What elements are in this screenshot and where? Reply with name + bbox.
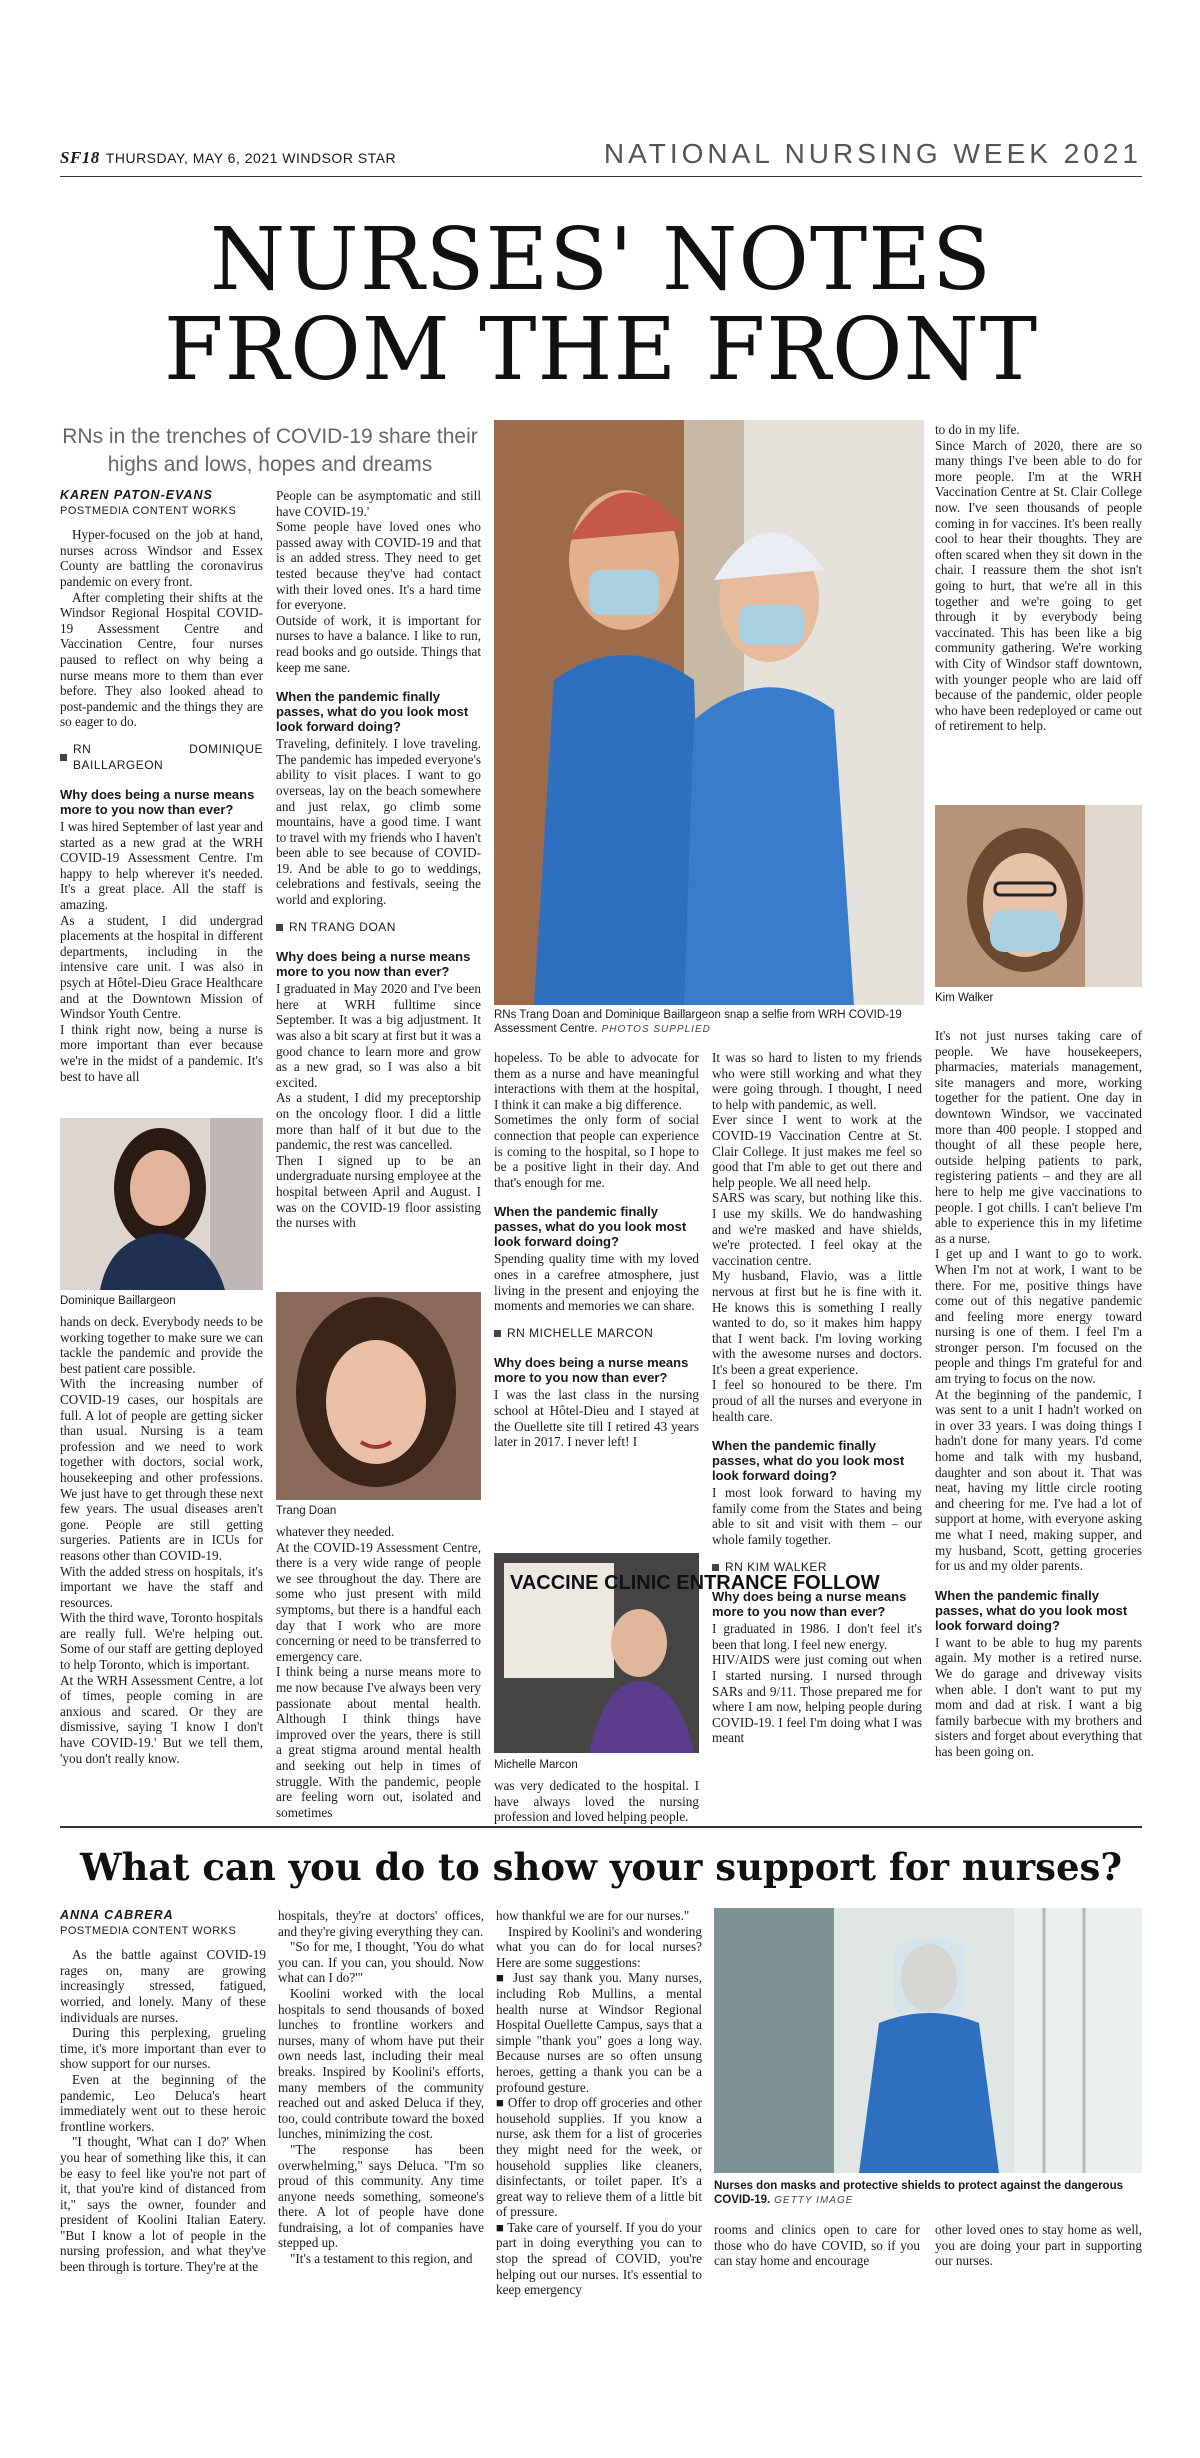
paragraph: I graduated in May 2020 and I've been here at WRH fulltime since September. It was a big adjustment. It was also a bit scary at first but it was a good chance to learn more and grow as a new grad, so I was also a bit excited. [276,981,481,1090]
caption-michelle: Michelle Marcon [494,1759,578,1771]
paragraph: People can be asymptomatic and still have COVID-19.' [276,488,481,519]
header-rule [60,176,1142,177]
deck: RNs in the trenches of COVID-19 share their highs and lows, hopes and dreams [62,425,478,476]
article-column-5b [935,1028,1142,1820]
paragraph: Then I signed up to be an undergraduate nursing employee at the hospital between April and August. I was on the COVID-19 floor assisting the nurses with [276,1152,481,1231]
paragraph: As a student, I did undergrad placements at the hospital in different departments, including in the intensive care unit. I was also in psych at Hôtel-Dieu Grace Healthcare and at the Downtown Mission of Windsor Youth Centre. [60,912,263,1022]
article-column-1b [60,1314,263,1819]
caption-dominique: Dominique Baillargeon [60,1295,176,1307]
byline-org: POSTMEDIA CONTENT WORKS [60,1924,237,1937]
section-rule [60,1826,1142,1828]
question-heading: Why does being a nurse means more to you now than ever? [712,1589,907,1620]
page-number: SF18 [60,148,100,167]
paragraph: As a student, I did my preceptorship on the oncology floor. I did a little more than half of it but due to the pandemic, the rest was cancelled. [276,1090,481,1153]
headline-line-2: FROM THE FRONT [163,300,1039,400]
question-heading: When the pandemic finally passes, what do you look most look forward doing? [935,1587,1128,1633]
byline-org: POSTMEDIA CONTENT WORKS [60,504,237,517]
paragraph: "I thought, 'What can I do?' When you hear of something like this, it can be easy to feel like you're not part of it, that you're kind of distanced from it," says the owner, founder and president of Koolini Italian Eatery. "But I know a lot of people in the nursing profession, and what they've been through is torture. They're at the [60,2134,266,2275]
paragraph: Traveling, definitely. I love traveling. The pandemic has impeded everyone's ability to visit places. I want to go overseas, lay on the beach somewhere and just relax, go climb some mountains, have a good time. I want to travel with my friends who I haven't been able to see because of COVID-19. And be able to go to weddings, celebrations and festivals, seeing the world and exploring. [276,736,481,908]
article-column-1 [60,488,263,1143]
question-heading: When the pandemic finally passes, what do you look most look forward doing? [494,1204,687,1250]
main-headline [60,210,1142,400]
square-bullet-icon [60,754,67,761]
headline-line-1: NURSES' NOTES [210,210,992,310]
rn-label: RN DOMINIQUE BAILLARGEON [60,742,263,773]
question-heading: When the pandemic finally passes, what do you look most look forward doing? [276,689,469,735]
paragraph: It's not just nurses taking care of people. We have housekeepers, pharmacies, materials management, site managers and more, working together for the patient. One day in downtown Windsor, we vaccinated more than 400 people. I stopped and thought of all these people here, outside helping patients to park, registering patients – and they are all here to help me give vaccinations to people. I got chills. I can't believe I'm able to experience this in my lifetime as a nurse. [935,1028,1142,1246]
article2-column-3 [496,1908,702,2298]
article2-column-2 [278,1908,484,2288]
paragraph: I want to be able to hug my parents again. My mother is a retired nurse. We do garage and driveway visits when able. I don't want to put my mom and dad at risk. I want a big family barbecue with my brothers and sisters and forget about everything that has been going on. [935,1634,1142,1759]
paragraph: I most look forward to having my family come from the States and being able to sit and visit with them – our whole family together. [712,1485,922,1548]
paragraph: I get up and I want to go to work. When I'm not at work, I want to be there. For me, positive things have come out of this negative pandemic and feeling more energy toward nursing is one of them. I feel I'm a stronger person. I'm focused on the people and things I'm grateful for and am trying to focus on the now. [935,1246,1142,1387]
caption-trang: Trang Doan [276,1505,337,1517]
paragraph: Since March of 2020, there are so many things I've been able to do for more people. I'm at the WRH Vaccination Centre at St. Clair College now. I've seen thousands of people coming in for vaccines. It's been really cool to hear their thoughts. They are often scared when they sit down in the chair. I reassure them the shot isn't going to hurt, that we're all in this together and we're going to get through it by everybody being vaccinated. This has been like a big community gathering. We're working with City of Windsor staff downtown, with younger people who are laid off because of the pandemic, older people who have been redeployed or came out of retirement to help. [935,437,1142,734]
rn-label: RN KIM WALKER [712,1560,922,1576]
paragraph: As the battle against COVID-19 rages on, many are growing increasingly stressed, fatigued, worried, and lonely. Many of these individuals are nurses. [60,1947,266,2025]
paragraph: With the third wave, Toronto hospitals are really full. We're helping out. Some of our staff are getting deployed to help Toronto, which is important. [60,1610,263,1673]
paragraph: was very dedicated to the hospital. I have always loved the nursing profession and loved helping people. [494,1778,699,1825]
vaccine-clinic-sign-text: VACCINE CLINIC ENTRANCE FOLLOW [510,1572,880,1594]
square-bullet-icon [276,924,283,931]
paragraph: to do in my life. [935,422,1020,437]
main-photo [494,420,924,1005]
question-heading: When the pandemic finally passes, what do you look most look forward doing? [712,1438,905,1484]
date-line: THURSDAY, MAY 6, 2021 WINDSOR STAR [105,150,397,166]
paragraph: Koolini worked with the local hospitals to send thousands of boxed lunches to frontline workers and nurses, many of whom have put their own needs last, including their meal breaks. Inspired by Koolini's efforts, many members of the community reached out and asked Deluca if they, too, could contribute toward the boxed lunches, minimizing the cost. [278,1985,484,2142]
article-column-2b [276,1524,481,1819]
paragraph: Some people have loved ones who passed away with COVID-19 and that is an added stress. They need to get tested because they've had contact with their loved ones. It's a hard time for everyone. [276,519,481,613]
paragraph: hands on deck. Everybody needs to be working together to make sure we can tackle the pandemic and provide the best patient care possible. [60,1314,263,1376]
question-heading: Why does being a nurse means more to you now than ever? [60,787,255,818]
main-photo-caption: RNs Trang Doan and Dominique Baillargeon snap a selfie from WRH COVID-19 Assessment Centre. PHOTOS SUPPLIED [494,1009,902,1035]
paragraph: At the beginning of the pandemic, I was sent to a unit I hadn't worked on in over 33 years. I was doing things I hadn't done for many years. I'd come home and talk with my husband, daughter and son about it. That was neat, having my little circle rooting and cheering for me. I've had a lot of support at home, with everyone asking me what I need, making supper, and my husband, Scott, getting groceries for us and my older parents. [935,1386,1142,1574]
paragraph: Sometimes the only form of social connection that people can experience is coming to the hospital, so I hope to be a positive light in their day. And that's enough for me. [494,1112,699,1190]
paragraph: other loved ones to stay home as well, you are doing your part in supporting our nurses. [935,2222,1142,2269]
paragraph: ■ Offer to drop off groceries and other household supplies. If you know a nurse, ask them for a list of groceries they might need for the week, or household supplies like cleaners, disinfectants, or toilet paper. It's a great way to relieve them of a little bit of pressure. [496,2095,702,2220]
paragraph: It was so hard to listen to my friends who were still working and what they were going through. I thought, I need to help with pandemic, as well. [712,1050,922,1112]
photo-nurse-shield [714,1908,1142,2173]
article2-column-1 [60,1908,266,2288]
paragraph: "So for me, I thought, 'You do what you can. If you can, you should. Now what can I do?'" [278,1939,484,1986]
paragraph: hospitals, they're at doctors' offices, and they're giving everything they can. [278,1908,484,1939]
paragraph: With the added stress on hospitals, it's important we have the staff and resources. [60,1563,263,1610]
section-title: NATIONAL NURSING WEEK 2021 [603,138,1142,169]
paragraph: My husband, Flavio, was a little nervous at first but he is fine with it. He knows this is something I really wanted to do, so it makes him happy that I went back. I'm loving working with the awesome nurses and doctors. It's been a great experience. [712,1268,922,1377]
rn-label: RN TRANG DOAN [276,920,481,936]
caption-kim: Kim Walker [935,992,994,1004]
paragraph: ■ Take care of yourself. If you do your part in doing everything you can to stop the spread of COVID, you're helping out our nurses. It's essential to keep emergency [496,2219,702,2298]
paragraph: ■ Just say thank you. Many nurses, including Rob Mullins, a mental health nurse at Windsor Regional Hospital Ouellette Campus, says that a simple "thank you" goes a long way. Because nurses are so often unsung heroes, getting a thank you can be a profound gesture. [496,1970,702,2095]
nurse-photo-caption: Nurses don masks and protective shields to protect against the dangerous COVID-19. GETTY IMAGE [714,2180,1123,2206]
paragraph: HIV/AIDS were just coming out when I started nursing. I nursed through SARs and 9/11. Those prepared me for where I am now, helping people during COVID-19. I feel I'm doing what I was meant [712,1652,922,1746]
photo-dominique [60,1118,263,1290]
paragraph: I feel so honoured to be there. I'm proud of all the nurses and everyone in health care. [712,1377,922,1424]
article-column-5 [935,422,1142,802]
paragraph: hopeless. To be able to advocate for them as a nurse and have meaningful interactions with them at the hospital, I think it can make a big difference. [494,1050,699,1112]
paragraph: I was the last class in the nursing school at Hôtel-Dieu and I stayed at the Ouellette site till I retired 43 years later in 2017. I never left! I [494,1387,699,1450]
paragraph: Spending quality time with my loved ones in a carefree atmosphere, just living in the present and enjoying the moments and memories we can share. [494,1251,699,1314]
paragraph: I think being a nurse means more to me now because I've always been very passionate about mental health. Although I think things have improved over the years, there is still a great stigma around mental health and seeking out help in times of struggle. With the pandemic, people are feeling worn out, isolated and sometimes [276,1664,481,1820]
article2-column-5 [935,2222,1142,2282]
paragraph: I was hired September of last year and started as a new grad at the WRH COVID-19 Assessment Centre. I'm happy to help wherever it's needed. It's a great place. All the staff is amazing. [60,819,263,913]
paragraph: During this perplexing, grueling time, it's more important than ever to show support for our nurses. [60,2025,266,2072]
question-heading: Why does being a nurse means more to you now than ever? [494,1355,689,1386]
page-folio [60,148,396,168]
article2-headline: What can you do to show your support for nurses? [79,1845,1123,1889]
article2-column-4 [714,2222,920,2282]
article-column-3b [494,1778,699,1823]
paragraph: I think right now, being a nurse is more important than ever because we're in the midst of a pandemic. It's best to have all [60,1021,263,1084]
paragraph: rooms and clinics open to care for those who do have COVID, so if you can stay home and encourage [714,2222,920,2269]
photo-trang [276,1292,481,1500]
paragraph: Ever since I went to work at the COVID-19 Vaccination Centre at St. Clair College. It just makes me feel so good that I'm able to get out there and help people. We all need help. [712,1112,922,1190]
rn-label: RN MICHELLE MARCON [494,1326,699,1342]
paragraph: Outside of work, it is important for nurses to have a balance. I like to run, read books and go outside. Things that keep me sane. [276,612,481,675]
paragraph: At the WRH Assessment Centre, a lot of times, people coming in are anxious and scared. Or they are dismissive, saying 'I know I don't have COVID-19.' But we tell them, 'you don't really know. [60,1672,263,1766]
paragraph: With the increasing number of COVID-19 cases, our hospitals are full. A lot of people are getting sicker than usual. Nursing is a team profession and we need to work together with doctors, social work, housekeeping and other professions. We just have to get through these next few years. The usual diseases aren't gone. People are still getting surgeries. Patients are in ICUs for reasons other than COVID-19. [60,1376,263,1563]
paragraph: "The response has been overwhelming," says Deluca. "I'm so proud of this community. Any time anyone needs something, someone's there. A lot of people have done fundraising, a lot of companies have stepped up. [278,2141,484,2251]
paragraph: At the COVID-19 Assessment Centre, there is a very wide range of people we see throughout the day. There are some who just present with mild symptoms, but there is a handful each day that I work who are more concerning or need to be transferred to emergency care. [276,1539,481,1664]
paragraph: whatever they needed. [276,1524,395,1539]
paragraph: Hyper-focused on the job at hand, nurses across Windsor and Essex County are battling the coronavirus pandemic on every front. [60,527,263,589]
article-column-2 [276,488,481,1288]
paragraph: After completing their shifts at the Windsor Regional Hospital COVID-19 Assessment Centre and Vaccination Centre, four nurses paused to reflect on why being a nurse means more to them than ever before. They also looked ahead to post-pandemic and the things they are so eager to do. [60,589,263,730]
square-bullet-icon [494,1330,501,1337]
paragraph: SARS was scary, but nothing like this. I use my skills. We do handwashing and we're masked and have shields, we're protected. I feel okay at the vaccination centre. [712,1190,922,1268]
paragraph: Inspired by Koolini's and wondering what you can do for local nurses? Here are some suggestions: [496,1923,702,1970]
byline: ANNA CABRERA [60,1908,174,1922]
square-bullet-icon [712,1564,719,1571]
question-heading: Why does being a nurse means more to you now than ever? [276,949,471,980]
article-column-4 [712,1050,922,1820]
paragraph: Even at the beginning of the pandemic, Leo Deluca's heart immediately went out to these heroic frontline workers. [60,2071,266,2134]
paragraph: I graduated in 1986. I don't feel it's been that long. I feel new energy. [712,1621,922,1652]
paragraph: "It's a testament to this region, and [290,2251,473,2267]
photo-kim [935,805,1142,987]
paragraph: how thankful we are for our nurses." [496,1908,690,1923]
byline: KAREN PATON-EVANS [60,488,213,502]
